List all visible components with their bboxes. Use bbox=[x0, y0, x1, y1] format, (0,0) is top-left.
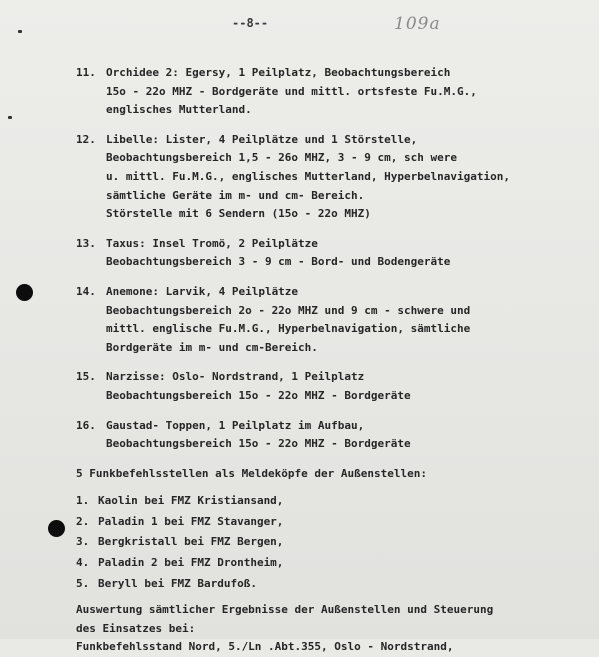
list-entry bbox=[76, 131, 591, 224]
entry-line: sämtliche Geräte im m- und cm- Bereich. bbox=[106, 188, 365, 202]
station-number: 1. bbox=[76, 494, 90, 508]
entry-line: Beobachtungsbereich 3 - 9 cm - Bord- und Bodengeräte bbox=[106, 255, 451, 269]
entry-line: 15o - 22o MHZ - Bordgeräte und mittl. ortsfeste Fu.M.G., bbox=[106, 84, 477, 98]
evaluation-line: des Einsatzes bei: bbox=[76, 621, 196, 635]
entry-line: Narzisse: Oslo- Nordstrand, 1 Peilplatz bbox=[106, 370, 365, 384]
entry-list bbox=[76, 64, 591, 454]
station-list bbox=[76, 491, 591, 594]
evaluation-line: Funkbefehlsstand Nord, 5./Ln .Abt.355, Oslo - Nordstrand, bbox=[76, 640, 454, 654]
station-number: 2. bbox=[76, 514, 90, 528]
entry-number: 11. bbox=[76, 66, 96, 79]
entry-number: 16. bbox=[76, 418, 96, 432]
station-item bbox=[76, 574, 591, 595]
station-item bbox=[76, 491, 591, 512]
entry-number: 14. bbox=[76, 284, 96, 298]
evaluation-line: Auswertung sämtlicher Ergebnisse der Außenstellen und Steuerung bbox=[76, 603, 494, 617]
list-entry bbox=[76, 368, 591, 405]
entry-line: u. mittl. Fu.M.G., englisches Mutterland, Hyperbelnavigation, bbox=[106, 169, 510, 183]
station-text: Bergkristall bei FMZ Bergen, bbox=[98, 535, 284, 549]
entry-number: 15. bbox=[76, 370, 96, 384]
station-text: Kaolin bei FMZ Kristiansand, bbox=[98, 494, 284, 508]
station-text: Paladin 1 bei FMZ Stavanger, bbox=[98, 514, 284, 528]
entry-line: Orchidee 2: Egersy, 1 Peilplatz, Beobachtungsbereich bbox=[106, 66, 451, 79]
station-item bbox=[76, 512, 591, 533]
entry-line: Bordgeräte im m- und cm-Bereich. bbox=[106, 340, 318, 354]
margin-tick-mark bbox=[8, 116, 12, 119]
entry-line: Beobachtungsbereich 15o - 22o MHZ - Bordgeräte bbox=[106, 388, 411, 402]
page-header bbox=[0, 14, 599, 48]
station-item bbox=[76, 532, 591, 553]
corner-tick-mark bbox=[18, 30, 22, 33]
station-text: Paladin 2 bei FMZ Drontheim, bbox=[98, 556, 284, 570]
page-number: --8-- bbox=[232, 16, 269, 30]
entry-line: Beobachtungsbereich 15o - 22o MHZ - Bordgeräte bbox=[106, 437, 411, 451]
list-entry bbox=[76, 64, 591, 120]
entry-number: 12. bbox=[76, 132, 96, 146]
station-item bbox=[76, 553, 591, 574]
punch-hole-icon bbox=[16, 284, 33, 301]
handwritten-reference: 109a bbox=[394, 14, 441, 34]
entry-line: Gaustad- Toppen, 1 Peilplatz im Aufbau, bbox=[106, 418, 365, 432]
entry-number: 13. bbox=[76, 236, 96, 250]
entry-line: englisches Mutterland. bbox=[106, 103, 252, 117]
entry-line: Taxus: Insel Tromö, 2 Peilplätze bbox=[106, 236, 318, 250]
station-text: Beryll bei FMZ Bardufoß. bbox=[98, 576, 257, 590]
station-number: 5. bbox=[76, 576, 90, 590]
document-body bbox=[76, 64, 591, 657]
entry-line: Libelle: Lister, 4 Peilplätze und 1 Störstelle, bbox=[106, 132, 418, 146]
entry-line: Beobachtungsbereich 2o - 22o MHZ und 9 cm - schwere und bbox=[106, 303, 471, 317]
evaluation-paragraph bbox=[76, 601, 591, 657]
entry-line: mittl. englische Fu.M.G., Hyperbelnavigation, sämtliche bbox=[106, 322, 471, 336]
section-heading: 5 Funkbefehlsstellen als Meldeköpfe der Außenstellen: bbox=[76, 466, 427, 480]
entry-line: Beobachtungsbereich 1,5 - 26o MHZ, 3 - 9 cm, sch were bbox=[106, 151, 457, 165]
station-number: 4. bbox=[76, 556, 90, 570]
list-entry bbox=[76, 417, 591, 454]
station-number: 3. bbox=[76, 535, 90, 549]
list-entry bbox=[76, 235, 591, 272]
entry-line: Anemone: Larvik, 4 Peilplätze bbox=[106, 284, 299, 298]
punch-hole-icon bbox=[48, 520, 65, 537]
entry-line: Störstelle mit 6 Sendern (15o - 22o MHZ) bbox=[106, 207, 371, 221]
list-entry bbox=[76, 283, 591, 357]
